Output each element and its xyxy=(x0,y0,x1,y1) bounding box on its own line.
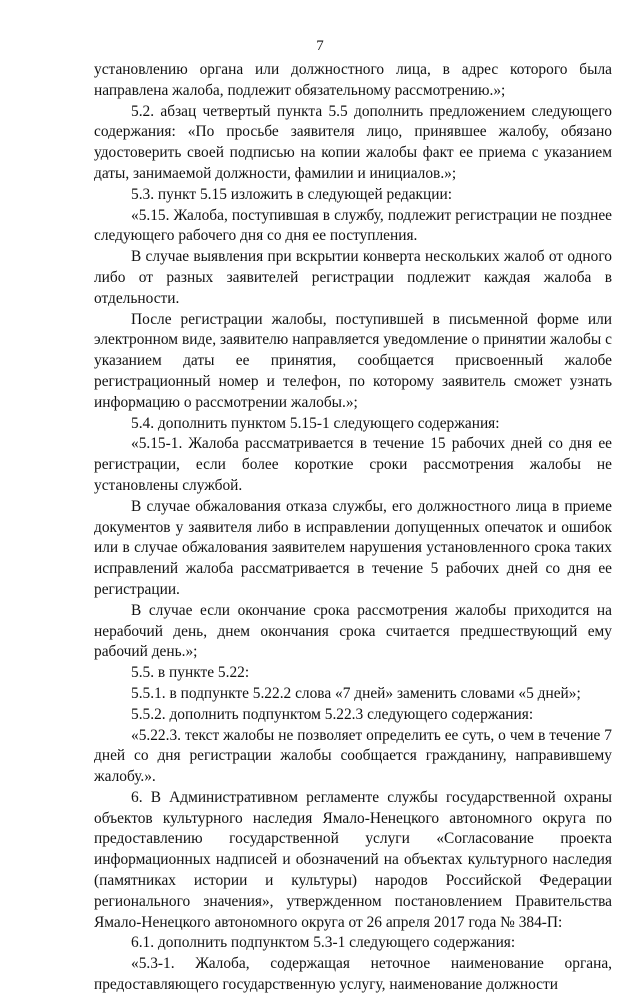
paragraph: установлению органа или должностного лица, в адрес которого была направлена жалоба, подлежит обязательному рассмотрению.»; xyxy=(94,61,612,99)
paragraph: В случае выявления при вскрытии конверта нескольких жалоб от одного либо от разных заявителей регистрации подлежит каждая жалоба в отдельности. xyxy=(94,248,612,307)
paragraph: В случае обжалования отказа службы, его должностного лица в приеме документов у заявителя либо в исправлении допущенных опечаток и ошибок или в случае обжалования заявителем нарушения установленного срока таких исправлений жалоба рассматривается в течение 5 рабочих дней со дня ее регистрации. xyxy=(94,497,612,598)
paragraph: «5.15. Жалоба, поступившая в службу, подлежит регистрации не позднее следующего рабочего дня со дня ее поступления. xyxy=(94,206,612,245)
paragraph: В случае если окончание срока рассмотрения жалобы приходится на нерабочий день, днем окончания срока считается предшествующий ему рабочий день.»; xyxy=(94,601,612,661)
paragraph: 6.1. дополнить подпунктом 5.3-1 следующего содержания: xyxy=(131,934,516,952)
paragraph: 5.2. абзац четвертый пункта 5.5 дополнить предложением следующего содержания: «По просьбе заявителя лицо, принявшее жалобу, обязано удостоверить своей подписью на копии жалобы факт ее приема с указанием даты, занимаемой должности, фамилии и инициалов.»; xyxy=(94,102,612,182)
paragraph: После регистрации жалобы, поступившей в письменной форме или электронном виде, заявителю направляется уведомление о принятии жалобы с указанием даты ее принятия, сообщается присвоенный жалобе регистрационный номер и телефон, по которому заявитель сможет узнать информацию о рассмотрении жалобы.»; xyxy=(94,310,612,411)
paragraph: «5.3-1. Жалоба, содержащая неточное наименование органа, предоставляющего государственную услугу, наименование должности xyxy=(94,955,612,994)
paragraph: 5.3. пункт 5.15 изложить в следующей редакции: xyxy=(131,185,452,203)
paragraph: «5.15-1. Жалоба рассматривается в течение 15 рабочих дней со дня ее регистрации, если более короткие сроки рассмотрения жалобы не установлены службой. xyxy=(94,435,612,494)
paragraph: «5.22.3. текст жалобы не позволяет определить ее суть, о чем в течение 7 дней со дня регистрации жалобы сообщается гражданину, направившему жалобу.». xyxy=(94,726,612,786)
document-body xyxy=(94,60,612,996)
paragraph: 5.5.1. в подпункте 5.22.2 слова «7 дней» заменить словами «5 дней»; xyxy=(131,684,581,702)
paragraph: 6. В Административном регламенте службы государственной охраны объектов культурного наследия Ямало-Ненецкого автономного округа по предоставлению государственной услуги «Согласование проекта информационных надписей и обозначений на объектах культурного наследия (памятниках истории и культуры) народов Российской Федерации регионального значения», утвержденном постановлением Правительства Ямало-Ненецкого автономного округа от 26 апреля 2017 года № 384-П: xyxy=(94,788,612,931)
paragraph: 5.5.2. дополнить подпунктом 5.22.3 следующего содержания: xyxy=(131,705,534,723)
paragraph: 5.5. в пункте 5.22: xyxy=(131,664,250,682)
page-number: 7 xyxy=(316,38,324,54)
paragraph: 5.4. дополнить пунктом 5.15-1 следующего содержания: xyxy=(131,414,500,432)
